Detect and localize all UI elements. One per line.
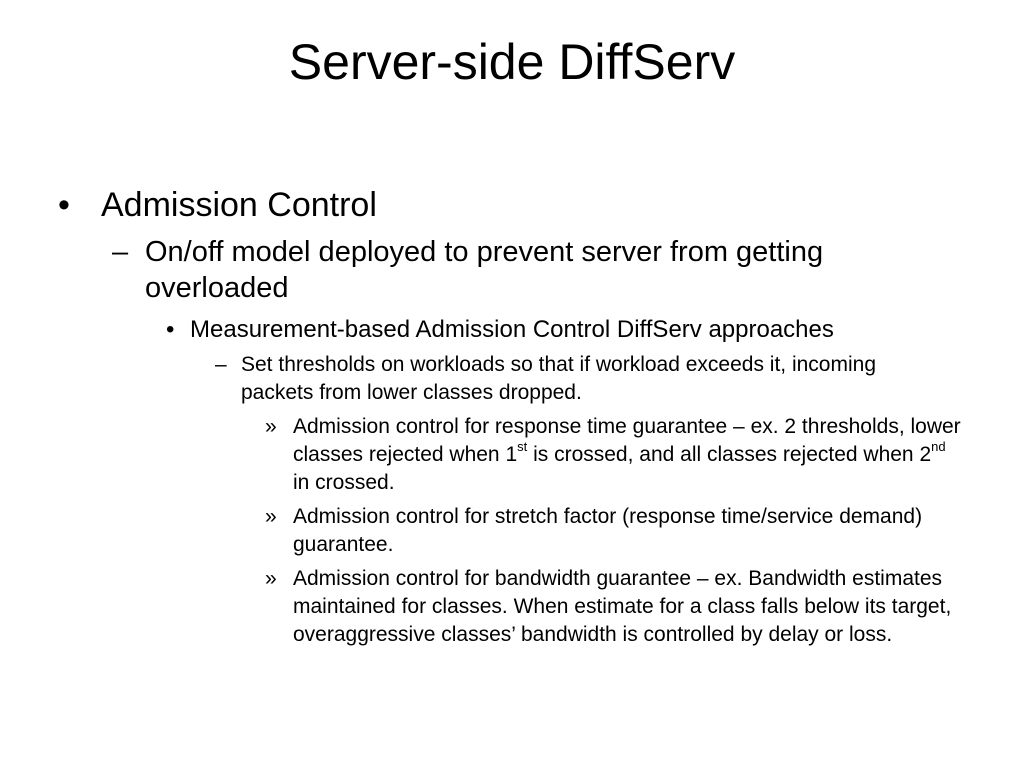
bullet-marker: » [265,567,277,590]
bullet-marker: » [265,415,277,438]
bullet-text-part: in crossed. [293,471,395,494]
bullet-text-part: Admission control for response time guarantee – ex. 2 thresholds, lower classes rejected when 1 [293,415,961,466]
bullet-marker: • [58,186,70,224]
bullet-response-time [265,413,965,497]
bullet-measurement-based [166,314,966,346]
bullet-set-thresholds [215,351,935,407]
bullet-stretch-factor [265,503,965,559]
slide-title: Server-side DiffServ [288,34,736,90]
bullet-text: Admission control for stretch factor (response time/service demand) guarantee. [293,505,923,556]
bullet-marker: – [112,236,129,268]
bullet-text: Admission Control [101,186,377,224]
bullet-text: Set thresholds on workloads so that if workload exceeds it, incoming packets from lower classes dropped. [241,353,876,404]
bullet-bandwidth [265,565,965,649]
bullet-marker: » [265,505,277,528]
bullet-onoff-model [112,234,962,306]
ordinal-suffix: nd [931,439,946,454]
bullet-admission-control [58,184,958,226]
bullet-marker: – [215,353,227,376]
ordinal-suffix: st [517,439,528,454]
bullet-text: Admission control for bandwidth guarantee – ex. Bandwidth estimates maintained for classes. When estimate for a class falls below its target, overaggressive classes’ bandwidth is controlled by delay or loss. [293,567,952,646]
bullet-marker: • [166,316,175,343]
bullet-text [293,413,965,497]
bullet-text-part: is crossed, and all classes rejected when 2 [527,443,932,466]
bullet-text: On/off model deployed to prevent server from getting overloaded [145,236,824,304]
bullet-text: Measurement-based Admission Control DiffServ approaches [190,316,834,343]
